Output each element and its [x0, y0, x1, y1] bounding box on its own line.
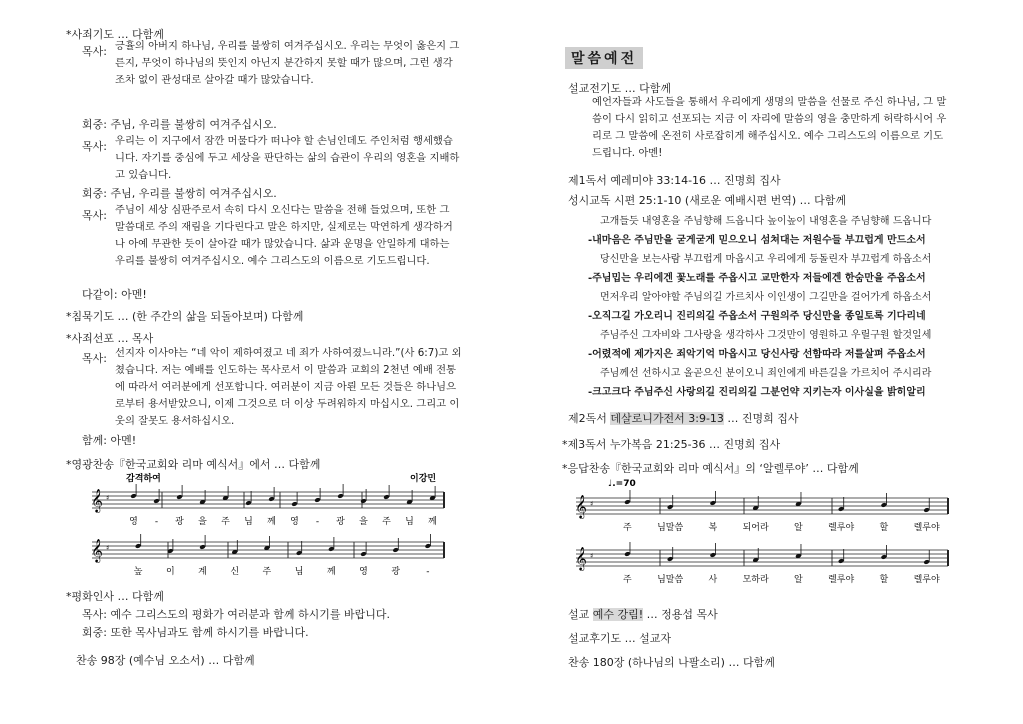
lyric-syllable: 렐루야: [828, 523, 855, 533]
absolution-text: 선지자 이사야는 “네 악이 제하여졌고 네 죄가 사하여졌느니라.”(사 6:7)고 외쳤습니다. 저는 예배를 인도하는 목사로서 이 말씀과 교회의 2천년 예배 전통에 따라서 여러분에게 선포합니다. 여러분이 지금 아뢴 모든 것들은 하나님으로부터 용서받았으니, 이제 그것으로 더 이상 두려워하지 마십시오. 그리고 이웃의 잘못도 용서하십시오.: [115, 347, 462, 427]
gloria-heading: *영광찬송『한국교회와 리마 예식서』에서 … 다함께: [66, 458, 321, 471]
treble-clef-icon: 𝄞: [91, 538, 103, 562]
lyric-syllable: 모하라: [742, 575, 769, 585]
key-signature-icon: ♯: [590, 500, 594, 508]
key-signature-icon: ♯: [106, 494, 110, 502]
lyric-syllable: 영: [129, 517, 138, 527]
lyric-syllable: 되어라: [742, 523, 769, 533]
sermon-label: 설교: [568, 608, 593, 621]
alleluia-lyrics-1: [623, 521, 940, 533]
lyric-syllable: 께: [267, 517, 276, 527]
lyric-syllable: 께: [428, 517, 437, 527]
psalm-line: 주님께선 선하시고 올곧으신 분이오니 죄인에게 바른길을 가르치어 주시리라: [600, 368, 932, 379]
key-signature-icon: ♯: [590, 552, 594, 560]
staff-4: [575, 542, 948, 571]
psalm-responsive-reading: [588, 212, 931, 402]
lyric-syllable: 광: [336, 517, 345, 527]
pastor-label: 목사:: [82, 352, 107, 365]
lyric-syllable: 계: [198, 567, 207, 577]
psalm-heading: 성시교독 시편 25:1-10 (새로운 예배시편 번역) … 다함께: [568, 194, 846, 207]
treble-clef-icon: 𝄞: [575, 494, 587, 518]
psalm-line: -오직그길 가오리니 진리의길 주옵소서 구원의주 당신만을 종일토록 기다리네: [588, 311, 926, 322]
staff-1: [91, 484, 444, 513]
peace-pastor: 목사: 예수 그리스도의 평화가 여러분과 함께 하시기를 바랍니다.: [82, 608, 390, 621]
pastor-label: 목사:: [82, 140, 107, 153]
gloria-score: [88, 470, 448, 590]
reading-2-reader: … 진명희 집사: [723, 412, 799, 425]
sermon: [568, 606, 718, 622]
gloria-tempo: 감격하여: [126, 474, 161, 484]
illumination-heading: 설교전기도 … 다함께: [568, 82, 672, 95]
lyric-syllable: 할: [879, 575, 889, 585]
lyric-syllable: 을: [198, 517, 207, 527]
lyric-syllable: 을: [359, 517, 368, 527]
confession-response-1: 회중: 주님, 우리를 불쌍히 여겨주십시오.: [82, 118, 277, 131]
sermon-preacher: … 정용섭 목사: [643, 608, 718, 621]
confession-pastor-1: 긍휼의 아버지 하나님, 우리를 불쌍히 여겨주십시오. 우리는 무엇이 옳은지 그른지, 무엇이 하나님의 뜻인지 아닌지 분간하지 못할 때가 많으며, 그런 생각조차 없이 관성대로 살아갈 때가 많았습니다.: [115, 40, 460, 86]
lyric-syllable: 주: [382, 517, 391, 527]
hymn-98: 찬송 98장 (예수님 오소서) … 다함께: [76, 654, 255, 667]
alleluia-tempo: ♩.=70: [608, 479, 636, 489]
pastor-label: 목사:: [82, 209, 107, 222]
lyric-syllable: 알: [794, 523, 803, 533]
psalm-line: 주님주신 그자비와 그사랑을 생각하사 그것만이 영원하고 우릴구원 할것일세: [600, 330, 932, 341]
lyric-syllable: 님: [244, 517, 253, 527]
gloria-composer: 이강민: [410, 474, 437, 484]
lyric-syllable: 주: [623, 523, 632, 533]
lyric-syllable: 주: [221, 517, 230, 527]
treble-clef-icon: 𝄞: [575, 546, 587, 570]
staff-2: [91, 534, 444, 563]
lyric-syllable: 할: [879, 523, 889, 533]
lyric-syllable: 광: [391, 567, 401, 577]
lyric-syllable: 주: [623, 575, 632, 585]
reading-2: [568, 410, 799, 426]
lyric-syllable: 님: [294, 567, 304, 577]
alleluia-lyrics-2: [623, 573, 940, 585]
reading-3: *제3독서 누가복음 21:25-36 … 진명희 집사: [562, 438, 781, 451]
gloria-lyrics-1: [129, 515, 437, 527]
alleluia-score: [572, 474, 952, 594]
lyric-syllable: 영: [359, 567, 368, 577]
psalm-line: -주님밉는 우리에겐 꽃노래를 주옵시고 교만한자 저들에겐 한숨만을 주옵소서: [588, 273, 926, 284]
illumination-text: 예언자들과 사도들을 통해서 우리에게 생명의 말씀을 선물로 주신 하나님, 그 말씀이 다시 읽히고 선포되는 지금 이 자리에 말씀의 영을 충만하게 허락하시어 우리로 그 말씀에 온전히 사로잡히게 해주십시오. 예수 그리스도의 이름으로 기도드립니다. 아멘!: [592, 96, 947, 159]
lyric-syllable: 렐루야: [828, 575, 855, 585]
lyric-syllable: 께: [326, 567, 336, 577]
lyric-syllable: -: [154, 517, 159, 527]
lyric-syllable: -: [315, 517, 320, 527]
psalm-line: -어렸적에 제가지은 죄악기억 마옵시고 당신사랑 선함따라 저를살펴 주옵소서: [588, 349, 926, 360]
psalm-line: 먼저우리 알아야할 주님의길 가르치사 이인생이 그길만을 걸어가게 하옵소서: [600, 292, 932, 303]
reading-2-label: 제2독서: [568, 412, 611, 425]
lyric-syllable: 복: [708, 523, 718, 533]
lyric-syllable: 님말씀: [657, 523, 684, 533]
confession-response-2: 회중: 주님, 우리를 불쌍히 여겨주십시오.: [82, 187, 277, 200]
lyric-syllable: 렐루야: [913, 523, 940, 533]
confession-heading: *사죄기도 … 다함께: [66, 28, 164, 41]
psalm-line: 당신만을 보는사람 부끄럽게 마옵시고 우리에게 등돌린자 부끄럽게 하옵소서: [600, 254, 932, 265]
lyric-syllable: 사: [708, 575, 718, 585]
silence-heading: *침묵기도 … (한 주간의 삶을 되돌아보며) 다함께: [66, 310, 304, 323]
gloria-lyrics-2: [134, 565, 430, 577]
absolution-amen: 함께: 아멘!: [82, 434, 137, 447]
hymn-180: 찬송 180장 (하나님의 나팔소리) … 다함께: [568, 656, 775, 669]
lyric-syllable: 신: [230, 567, 240, 577]
reading-1: 제1독서 예레미야 33:14-16 … 진명희 집사: [568, 174, 781, 187]
lyric-syllable: 알: [794, 575, 803, 585]
lyric-syllable: 광: [175, 517, 184, 527]
pastor-label: 목사:: [82, 45, 107, 58]
peace-response: 회중: 또한 목사님과도 함께 하시기를 바랍니다.: [82, 626, 309, 639]
psalm-line: -내마음은 주님만을 굳게굳게 믿으오니 섬쳐대는 저원수들 부끄럽게 만드소서: [588, 235, 926, 246]
reading-2-book: 데살로니가전서 3:9-13: [610, 412, 724, 425]
key-signature-icon: ♯: [106, 544, 110, 552]
confession-pastor-3: 주님이 세상 심판주로서 속히 다시 오신다는 말씀을 전해 들었으며, 또한 그 말씀대로 주의 재림을 기다린다고 말은 하지만, 실제로는 막연하게 생각하거나 아예 무관한 듯이 살아갈 때가 많았습니다. 삶과 운명을 안일하게 대하는 우리를 불쌍히 여겨주십시오. 예수 그리스도의 이름으로 기도드립니다.: [115, 204, 453, 267]
lyric-syllable: 렐루야: [913, 575, 940, 585]
lyric-syllable: 님: [405, 517, 414, 527]
lyric-syllable: 님말씀: [657, 575, 684, 585]
lyric-syllable: 영: [290, 517, 299, 527]
lyric-syllable: 높: [133, 567, 143, 577]
absolution-heading: *사죄선포 … 목사: [66, 332, 154, 345]
staff-3: [575, 490, 948, 519]
treble-clef-icon: 𝄞: [91, 488, 103, 512]
lyric-syllable: -: [426, 567, 430, 577]
confession-amen: 다같이: 아멘!: [82, 288, 147, 301]
alleluia-heading: *응답찬송『한국교회와 리마 예식서』의 ‘알렐루야’ … 다함께: [562, 462, 859, 475]
lyric-syllable: 주: [262, 567, 272, 577]
confession-pastor-2: 우리는 이 지구에서 잠깐 머물다가 떠나야 할 손님인데도 주인처럼 행세했습니다. 자기를 중심에 두고 세상을 판단하는 삶의 습관이 우리의 영혼을 지배하고 있습니다.: [115, 135, 460, 181]
psalm-line: -크고크다 주님주신 사랑의길 진리의길 그분언약 지키는자 이사실을 밝히알리: [588, 387, 926, 398]
psalm-line: 고개들듯 내영혼을 주님향해 드옵니다 높이높이 내영혼을 주님향해 드옵니다: [600, 216, 932, 227]
section-title: 말씀예전: [565, 47, 643, 69]
peace-heading: *평화인사 … 다함께: [66, 590, 164, 603]
sermon-title: 예수 강림!: [592, 608, 644, 621]
post-sermon-prayer: 설교후기도 … 설교자: [568, 632, 672, 645]
lyric-syllable: 이: [165, 567, 175, 577]
